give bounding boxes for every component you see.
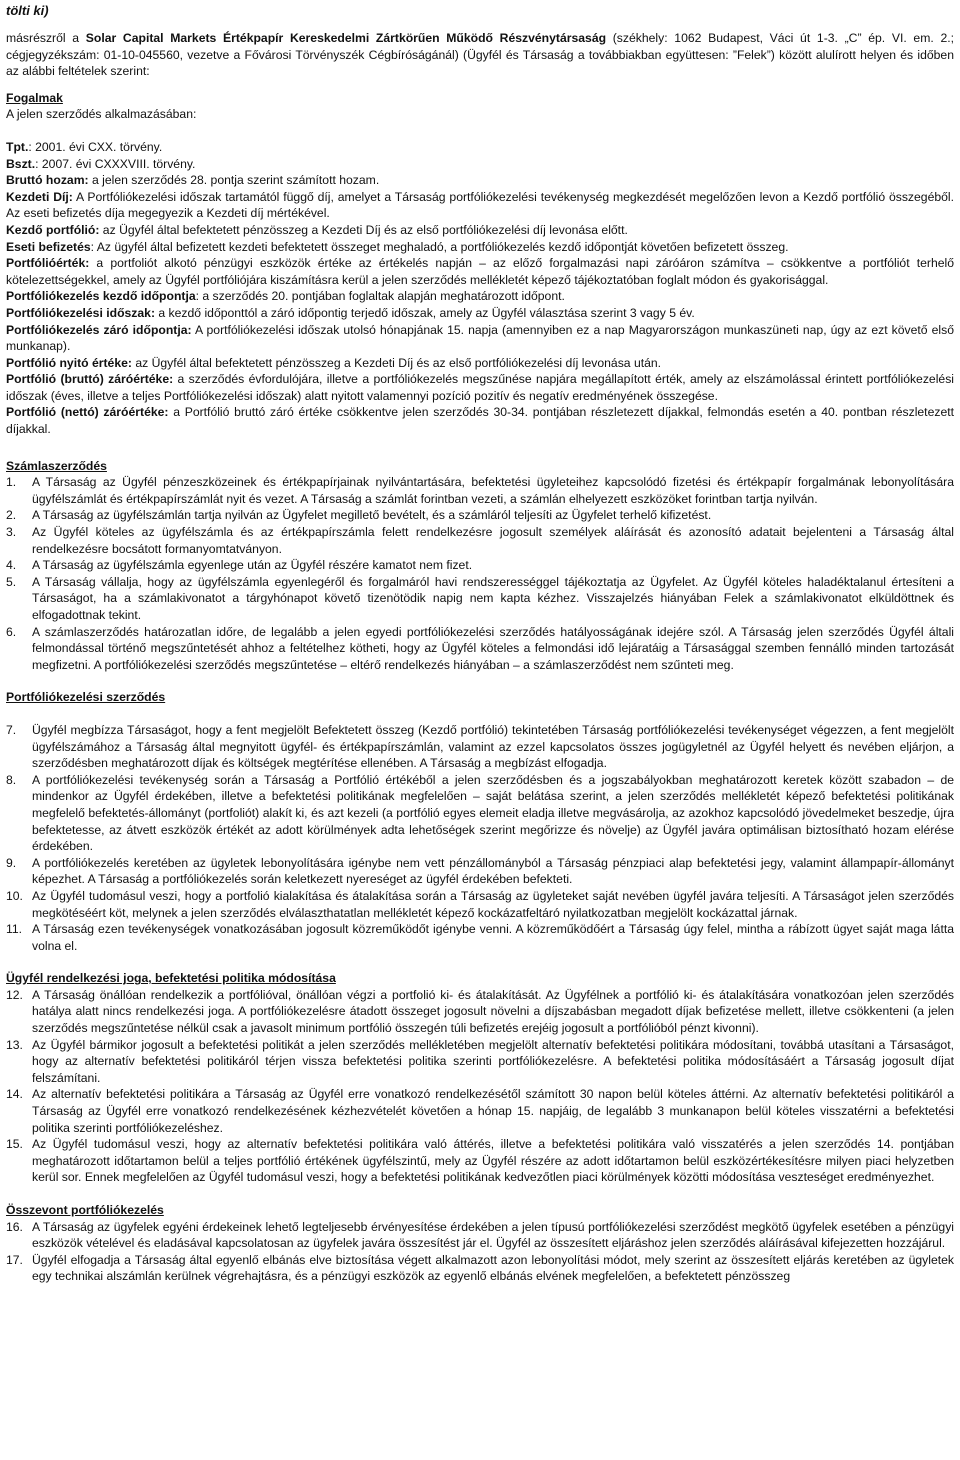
top-line: tölti ki) [6, 3, 49, 18]
list-item [6, 1252, 954, 1285]
item-number: 5. [6, 574, 17, 589]
definition-text: az Ügyfél által befektetett pénzösszeg a Kezdeti Díj és az első portfóliókezelési díj levonása után. [131, 355, 662, 370]
item-number: 16. [6, 1219, 23, 1234]
item-number: 7. [6, 722, 17, 737]
intro-paragraph [6, 30, 954, 80]
item-number: 11. [6, 922, 23, 937]
definition-item [6, 239, 954, 256]
definition-text: az Ügyfél által befektetett pénzösszeg a Kezdeti Díj és az első portfóliókezelési díj levonása előtt. [99, 222, 628, 237]
definition-term: Portfólió (bruttó) záróértéke: [6, 372, 174, 387]
list-item [6, 474, 954, 507]
fogalmak-section [6, 90, 954, 438]
list-item [6, 722, 954, 772]
definition-term: Kezdő portfólió: [6, 222, 100, 237]
section [6, 689, 954, 954]
list-item [6, 1086, 954, 1136]
item-text: A Társaság ezen tevékenységek vonatkozásában jogosult közreműködőt igénybe venni. A közreműködőért a Társaság úgy felel, mintha a rábízott ügyet saját maga látta volna el. [32, 922, 954, 953]
definition-term: Portfóliókezelési időszak: [6, 305, 155, 320]
item-number: 3. [6, 525, 17, 540]
definition-text: : a szerződés 20. pontjában foglaltak alapján meghatározott időpont. [195, 289, 565, 304]
item-number: 8. [6, 772, 17, 787]
definition-term: Portfólióérték: [6, 256, 90, 271]
fogalmak-subheading: A jelen szerződés alkalmazásában: [6, 107, 197, 122]
intro-rest: (székhely: 1062 Budapest, Váci út 1-3. „C” ép. VI. em. 2.; cégjegyzékszám: 01-10-045560, vezetve a Fővárosi Törvényszék Cégbíróságánál) (Ügyfél és Társaság a továbbiakban együttesen: ”Felek”) között alulírott helyen és időben az alábbi feltételek szerint: [6, 31, 954, 79]
item-text: A portfóliókezelési tevékenység során a Társaság a Portfólió értékéből a jelen szerződésben és a jogszabályokban meghatározott keretek között szabadon – de mindenkor az Ügyfél érdekében, illetve a befektetési politikának megfelelően – saját belátása szerint, a jelen szerződés mellékletét képező befektetési politikának megfelelő befektetés-állományt (portfoliót) alakít ki, és azt kezeli (a portfólió egyes elemeit eladja illetve megvásárolja, az azokhoz kapcsolódó jövedelmeket beszedje, újra befektetesse, az átvett eszközök értékét az adott körülmények adta lehetőségek szerint megőrizze és növelje) az Ügyfél javára optimálisan biztosítható hozam elérése érdekében. [32, 772, 954, 854]
section-heading: Portfóliókezelési szerződés [6, 690, 166, 705]
definition-term: Portfóliókezelés kezdő időpontja [6, 289, 196, 304]
definition-text: a szerződés évfordulójára, illetve a portfóliókezelés megszűnése napjára megállapított érték, amely az elszámolással érintett portfóliókezelési időszak (éves, illetve a teljes Portfóliókezelési időszak) alatt nyitott valamennyi pozíció pozitív és negatív eredményének összegése. [6, 372, 954, 403]
item-text: Az Ügyfél köteles az ügyfélszámla és az értékpapírszámla felett rendelkezésre jogosult személyek aláírását és azonosító adatait bejelenteni a Társaság által rendelkezésre bocsátott formanyomtatványon. [32, 525, 954, 556]
section-heading: Összevont portfóliókezelés [6, 1203, 164, 1217]
section-heading: Számlaszerződés [6, 458, 107, 473]
definition-term: Eseti befizetés [6, 239, 91, 254]
definitions-list [6, 139, 954, 438]
definition-item [6, 172, 954, 189]
definition-text: A portfóliókezelési időszak utolsó hónapjának 15. napja (amennyiben ez a nap Magyarországon munkaszüneti nap, úgy az ezt követő első munkanap). [6, 322, 955, 354]
definition-term: Bszt. [6, 156, 36, 171]
item-text: A Társaság az Ügyfél pénzeszközeinek és értékpapírjainak nyilvántartására, befektetési ügyleteihez kapcsolódó fizetési és értékpapír forgalmának lebonyolítására ügyfélszámlát és értékpapírszámlát nyit és vezet. A Társaság a számlát forintban vezeti, a számlán elhelyezett eszközöket forintban tartja nyilván. [32, 475, 954, 506]
item-number: 10. [6, 888, 23, 903]
list-item [6, 921, 954, 954]
list-item [6, 1219, 954, 1252]
definition-text: : 2007. évi CXXXVIII. törvény. [35, 156, 196, 171]
definition-text: : 2001. évi CXX. törvény. [28, 139, 163, 154]
definition-item [6, 139, 954, 156]
item-text: Az Ügyfél tudomásul veszi, hogy az alternatív befektetési politikára való áttérés, illetve a befektetési politikára való visszatérés a jelen szerződés 14. pontjában meghatározott időtartamon belül a teljes portfólió értékének ügyfélszintű, mely az Ügyfél részére az adott időtartamon belül eszközértékesítésre milyen piaci helyzetben kerül sor. Ennek megfelelően az Ügyfél tudomásul veszi, hogy a befektetési politikának kedvezőtlen piaci körülmények közötti módosítása veszteséget eredményezhet. [32, 1137, 954, 1185]
item-text: Az Ügyfél bármikor jogosult a befektetési politikát a jelen szerződés mellékletében megjelölt alternatív befektetési politikára módosítani, továbbá utasítani a Társaságot, hogy az alternatív befektetési politikáról térjen vissza befektetési politika szerinti portfóliókezelésre. A befektetési politika módosításáért a Társaság jogosult díjat felszámítani. [32, 1037, 954, 1085]
list-item [6, 574, 954, 624]
definition-item [6, 355, 954, 372]
definition-text: a jelen szerződés 28. pontja szerint számított hozam. [88, 173, 380, 188]
item-number: 1. [6, 475, 17, 490]
list-item [6, 1037, 954, 1087]
item-text: A portfóliókezelés keretében az ügyletek lebonyolítására igénybe nem vett pénzállományból a Társaság pénzpiaci alap befektetési jegy, valamint állampapír-állományt képezhet. A Társaság a portfóliókezelés során keletkezett nyereséget az ügyfél érdekében befekteti. [32, 855, 954, 887]
item-number: 14. [6, 1087, 23, 1102]
item-text: Az Ügyfél tudomásul veszi, hogy a portfolió kialakítása és átalakítása során a Társaság az ügyleteket saját nevében ügyfél javára teljesíti. A Társaságot jelen szerződés megkötéséért köt, melynek a jelen szerződés elválaszthatatlan mellékletét képező kockázatfeltáró nyilatkozatban megjelölt kockázattal járnak. [32, 888, 954, 920]
section [6, 1202, 954, 1285]
item-number: 12. [6, 987, 23, 1002]
definition-item [6, 305, 954, 322]
numbered-list [6, 1219, 954, 1285]
definition-item [6, 156, 954, 173]
list-item [6, 772, 954, 855]
definition-text: A Portfóliókezelési időszak tartamától függő díj, amelyet a Társaság portfóliókezelési tevékenység megkezdését megelőzően levon a Kezdő portfólió összegéből. Az eseti befizetés díja megegyezik a Kezdeti díj mértékével. [6, 189, 955, 221]
list-item [6, 888, 954, 921]
definition-item [6, 222, 954, 239]
definition-term: Portfóliókezelés záró időpontja: [6, 322, 192, 337]
definition-item [6, 255, 954, 288]
definition-text: : Az ügyfél által befizetett kezdeti befektetett összeget meghaladó, a portfóliókezelés kezdő időpontját követően befizetett összeg. [90, 239, 789, 254]
item-text: A Társaság vállalja, hogy az ügyfélszámla egyenlegéről és forgalmáról havi rendszerességgel tájékoztatja az Ügyfelet. Az Ügyfél köteles haladéktalanul értesíteni a Társaságot, ha a számlakivonatot a tárgyhónapot követő tizenötödik napig nem kapta kézhez. Visszajelzés hiányában Felek a számlakivonatot elküldöttnek és elfogadottnak tekint. [32, 574, 954, 622]
section [6, 458, 954, 674]
item-number: 15. [6, 1137, 23, 1152]
item-text: Az alternatív befektetési politikára a Társaság az Ügyfél erre vonatkozó rendelkezésétől számított 30 napon belül köteles áttérni. Az alternatív befektetési politikáról a Társaság az Ügyfél erre vonatkozó rendelkezésének kézhezvételét követően a hónap 15. napjáig, de legalább 3 munkanapon belül köteles visszatérni a befektetési politika szerinti portfóliókezeléshez. [32, 1087, 954, 1135]
definition-item [6, 404, 954, 437]
section [6, 970, 954, 1186]
item-number: 9. [6, 855, 17, 870]
item-number: 13. [6, 1037, 23, 1052]
definition-term: Portfólió (nettó) záróértéke: [6, 405, 169, 420]
definition-term: Portfólió nyitó értéke: [6, 355, 132, 370]
fogalmak-heading: Fogalmak [6, 90, 63, 105]
list-item [6, 524, 954, 557]
item-number: 6. [6, 624, 17, 639]
definition-term: Bruttó hozam: [6, 173, 89, 188]
item-text: Ügyfél elfogadja a Társaság által egyenlő elbánás elve biztosítása végett alkalmazott azon lebonyolítási módot, mely szerint az összesített eljárás keretében az ügyletek egy technikai alszámlán kerülnek végrehajtásra, és a pénzügyi eszközök az egyenlő elbánás elvének megfelelően, a befektetett pénzösszeg [32, 1252, 954, 1284]
item-text: Ügyfél megbízza Társaságot, hogy a fent megjelölt Befektetett összeg (Kezdő portfólió) tekintetében Társaság portfóliókezelési tevékenységet végezzen, a fent megjelölt ügyfélszámához a Társaság által megnyitott ügyfél- és értékpapírszámlán, valamint az ezzel kapcsolatos összes jogügyletnél az Ügyfél helyett és nevében eljárjon, a szerződésben meghatározott díjak és költségek megtérítése ellenében. A Társaság a megbízást elfogadja. [32, 722, 954, 771]
numbered-list [6, 722, 954, 954]
item-number: 2. [6, 508, 17, 523]
item-text: A Társaság önállóan rendelkezik a portfólióval, önállóan végzi a portfolió ki- és átalakítását. Az Ügyfélnek a portfólió ki- és átalakítására vonatkozóan jelen szerződés hatálya alatt nincs rendelkezési joga. A portfóliókezelésre átadott összeget jogosult növelni a díjszabásban megadott díjak befizetése mellett, illetve csökkenteni (a jelen szerződés megszűntetése nélkül csak a javasolt minimum portfólió összegén túli befizetés erejéig jogosult a portfólióból pénzt kivonni). [32, 987, 954, 1036]
intro-lead: másrészről a [6, 31, 86, 45]
numbered-list [6, 474, 954, 673]
item-number: 4. [6, 558, 17, 573]
definition-text: a kezdő időponttól a záró időpontig terjedő időszak, amely az Ügyfél választása szerint 3 vagy 5 év. [155, 305, 695, 320]
list-item [6, 987, 954, 1037]
item-text: A számlaszerződés határozatlan időre, de legalább a jelen egyedi portfóliókezelési szerződés hatályosságának idejére szól. A Társaság jelen szerződés Ügyfél általi felmondással történő megszűntetését ahhoz a feltételhez kötheti, hogy az Ügyfél köteles a felmondási idő lejáratáig a Társasággal szemben fennálló minden tartozását megfizetni. A portfóliókezelési szerződés megszűntetése – eltérő rendelkezés hiányában – a számlaszerződést nem szűnteti meg. [32, 624, 954, 672]
company-name: Solar Capital Markets Értékpapír Kereskedelmi Zártkörűen Működő Részvénytársaság [85, 31, 607, 45]
definition-text: a portfoliót alkotó pénzügyi eszközök értéke az értékelés napján – az előző forgalmazási napi záróáron számítva – csökkentve a portfóliót terhelő kötelezettségekkel, amely az Ügyfél portfóliójára kiszámításra kerül a jelen szerződés mellékletét képező tájékoztatóban foglalt módon és gyakorisággal. [6, 256, 954, 287]
definition-text: a Portfólió bruttó záró értéke csökkentve jelen szerződés 30-34. pontjában részletezett díjakkal, felmondás esetén a 40. pontban részletezett díjakkal. [6, 405, 954, 437]
numbered-list [6, 987, 954, 1186]
sections-container [6, 458, 954, 1285]
definition-item [6, 322, 954, 355]
list-item [6, 507, 954, 524]
list-item [6, 557, 954, 574]
definition-item [6, 189, 954, 222]
item-number: 17. [6, 1252, 23, 1267]
item-text: A Társaság az ügyfélszámlán tartja nyilván az Ügyfelet megillető bevételt, és a számláról teljesíti az Ügyfelet terhelő kifizetést. [32, 508, 712, 523]
definition-term: Kezdeti Díj: [6, 189, 73, 204]
list-item [6, 1136, 954, 1186]
definition-term: Tpt. [6, 139, 29, 154]
list-item [6, 624, 954, 674]
list-item [6, 855, 954, 888]
definition-item [6, 288, 954, 305]
section-heading: Ügyfél rendelkezési joga, befektetési politika módosítása [6, 971, 336, 986]
item-text: A Társaság az ügyfélszámla egyenlege után az Ügyfél részére kamatot nem fizet. [32, 558, 473, 573]
definition-item [6, 371, 954, 404]
item-text: A Társaság az ügyfelek egyéni érdekeinek lehető legteljesebb érvényesítése érdekében a jelen típusú portfóliókezelési szerződést megkötő ügyfelek esetében a pénzügyi eszközök vételével és eladásával kapcsolatosan az ügyfelek javára összesítést jár el. Ügyfél az összesített eljáráshoz jelen szerződés aláírásával kifejezetten hozzájárul. [32, 1219, 954, 1251]
